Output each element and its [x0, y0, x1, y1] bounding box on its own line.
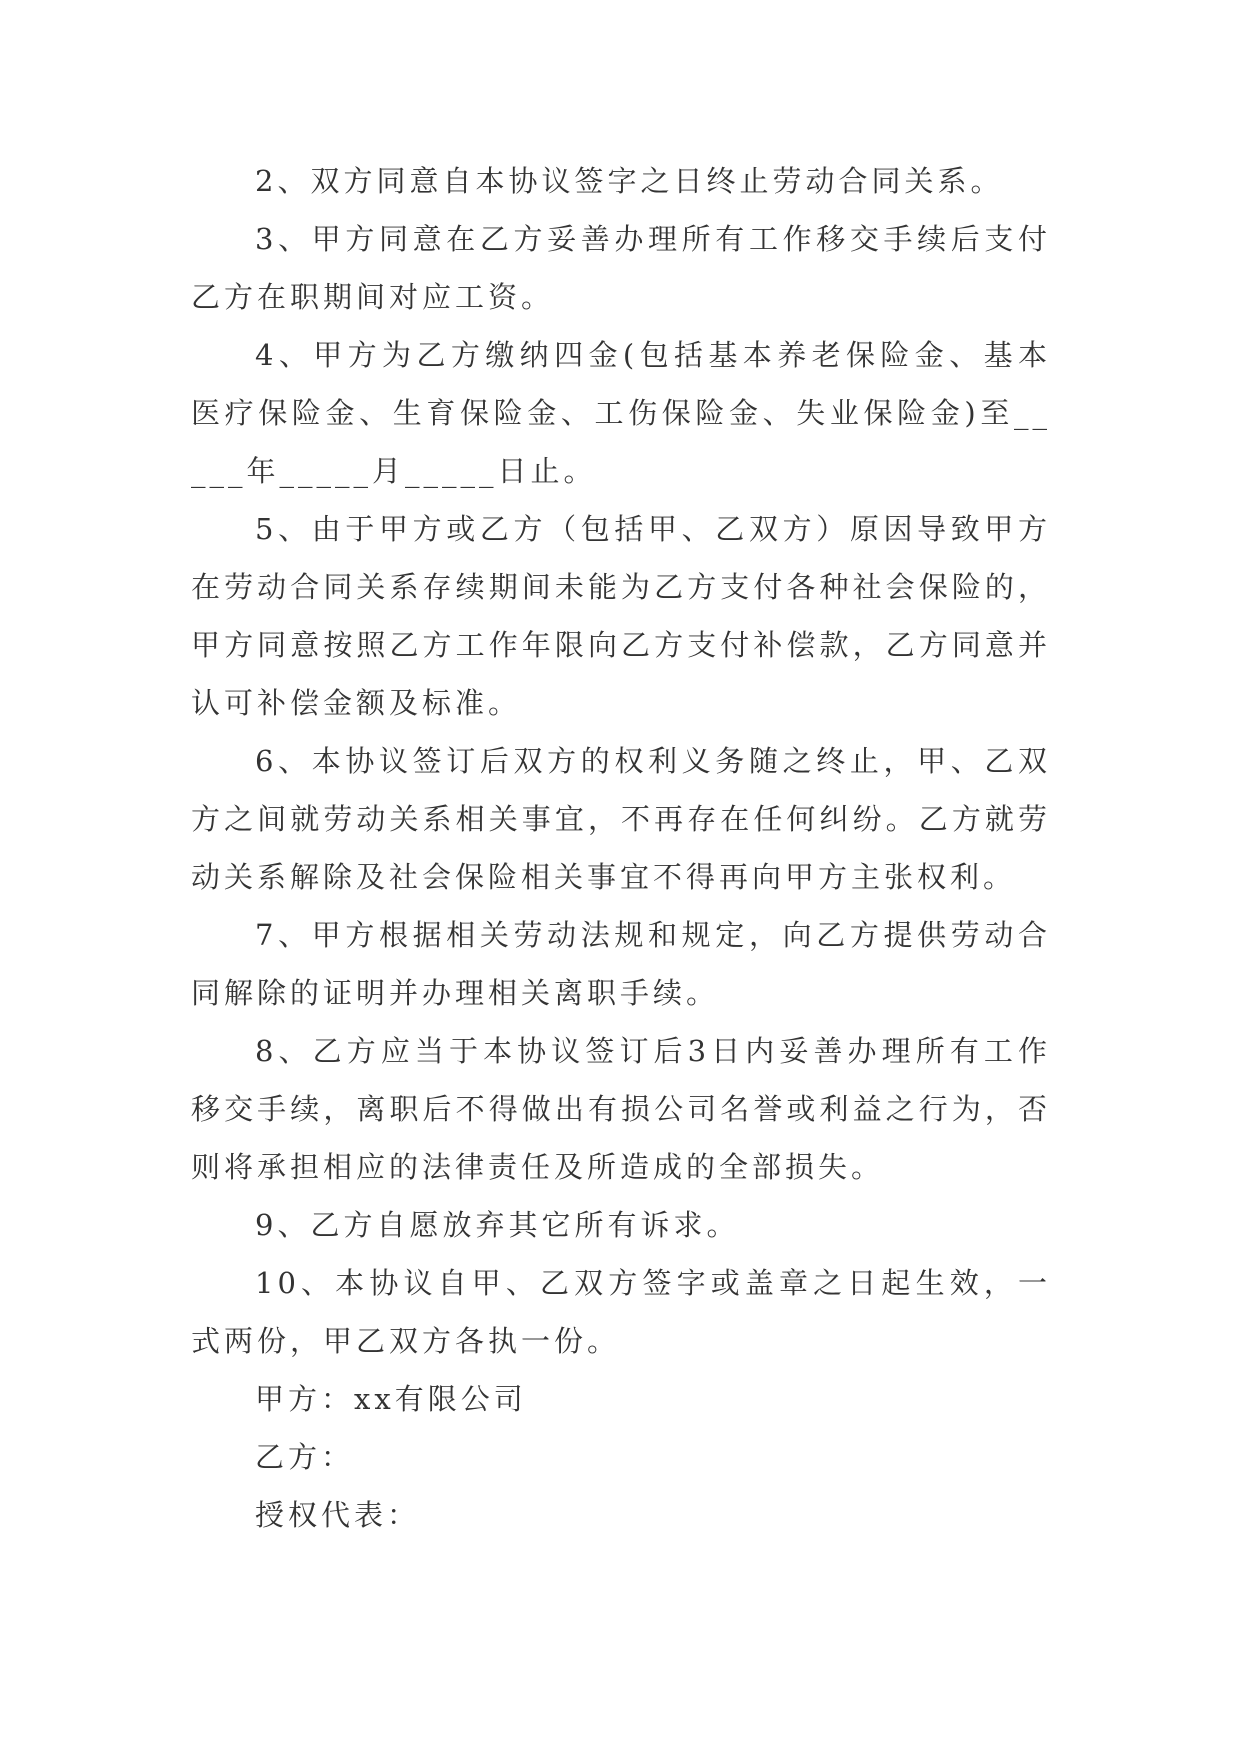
clause-7: 7、甲方根据相关劳动法规和规定，向乙方提供劳动合同解除的证明并办理相关离职手续。 [191, 918, 1051, 1010]
party-b-signature: 乙方： [255, 1440, 355, 1474]
clause-8: 8、乙方应当于本协议签订后3日内妥善办理所有工作移交手续，离职后不得做出有损公司名誉或利益之行为，否则将承担相应的法律责任及所造成的全部损失。 [191, 1034, 1051, 1184]
clause-5: 5、由于甲方或乙方（包括甲、乙双方）原因导致甲方在劳动合同关系存续期间未能为乙方支付各种社会保险的，甲方同意按照乙方工作年限向乙方支付补偿款，乙方同意并认可补偿金额及标准。 [191, 512, 1051, 720]
clause-4: 4、甲方为乙方缴纳四金(包括基本养老保险金、基本医疗保险金、生育保险金、工伤保险金、失业保险金)至_____年_____月_____日止。 [191, 338, 1051, 488]
document-body [191, 152, 1051, 1544]
clause-9: 9、乙方自愿放弃其它所有诉求。 [255, 1208, 740, 1242]
party-a-signature: 甲方：xx有限公司 [255, 1382, 527, 1416]
clause-6: 6、本协议签订后双方的权利义务随之终止，甲、乙双方之间就劳动关系相关事宜，不再存在任何纠纷。乙方就劳动关系解除及社会保险相关事宜不得再向甲方主张权利。 [191, 744, 1051, 894]
clause-2: 2、双方同意自本协议签字之日终止劳动合同关系。 [255, 164, 1004, 198]
clause-3: 3、甲方同意在乙方妥善办理所有工作移交手续后支付乙方在职期间对应工资。 [191, 222, 1051, 314]
authorized-representative-signature: 授权代表： [255, 1498, 421, 1532]
clause-10: 10、本协议自甲、乙双方签字或盖章之日起生效，一式两份，甲乙双方各执一份。 [191, 1266, 1051, 1358]
